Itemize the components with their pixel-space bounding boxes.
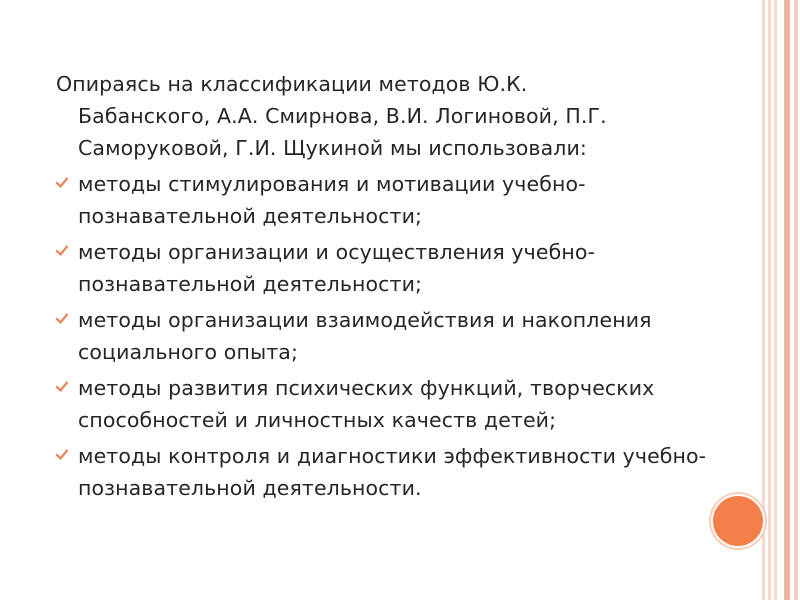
- check-icon: [56, 177, 68, 188]
- decorative-stripe: [762, 0, 765, 600]
- intro-line: Саморуковой, Г.И. Щукиной мы использовали:: [78, 136, 587, 160]
- list-item: [56, 168, 716, 232]
- decorative-stripe: [794, 0, 798, 600]
- check-icon: [56, 245, 68, 256]
- intro-line: Опираясь на классификации методов Ю.К.: [56, 72, 528, 96]
- intro-paragraph: [56, 68, 716, 164]
- list-item: [56, 372, 716, 436]
- decorative-stripe: [774, 0, 777, 600]
- slide-content: [56, 68, 716, 508]
- list-item-text: методы организации и осуществления учебно-познавательной деятельности;: [78, 240, 595, 296]
- check-icon: [56, 313, 68, 324]
- list-item: [56, 304, 716, 368]
- decorative-stripe: [768, 0, 771, 600]
- methods-list: [56, 168, 716, 504]
- check-icon: [56, 449, 68, 460]
- check-icon: [56, 381, 68, 392]
- intro-line: Бабанского, А.А. Смирнова, В.И. Логиновой, П.Г.: [78, 104, 607, 128]
- list-item-text: методы стимулирования и мотивации учебно-познавательной деятельности;: [78, 172, 586, 228]
- list-item-text: методы организации взаимодействия и накопления социального опыта;: [78, 308, 652, 364]
- list-item: [56, 236, 716, 300]
- list-item-text: методы развития психических функций, творческих способностей и личностных качеств детей;: [78, 376, 655, 432]
- list-item-text: методы контроля и диагностики эффективности учебно-познавательной деятельности.: [78, 444, 707, 500]
- decorative-stripe: [784, 0, 790, 600]
- list-item: [56, 440, 716, 504]
- decorative-circle: [713, 496, 763, 546]
